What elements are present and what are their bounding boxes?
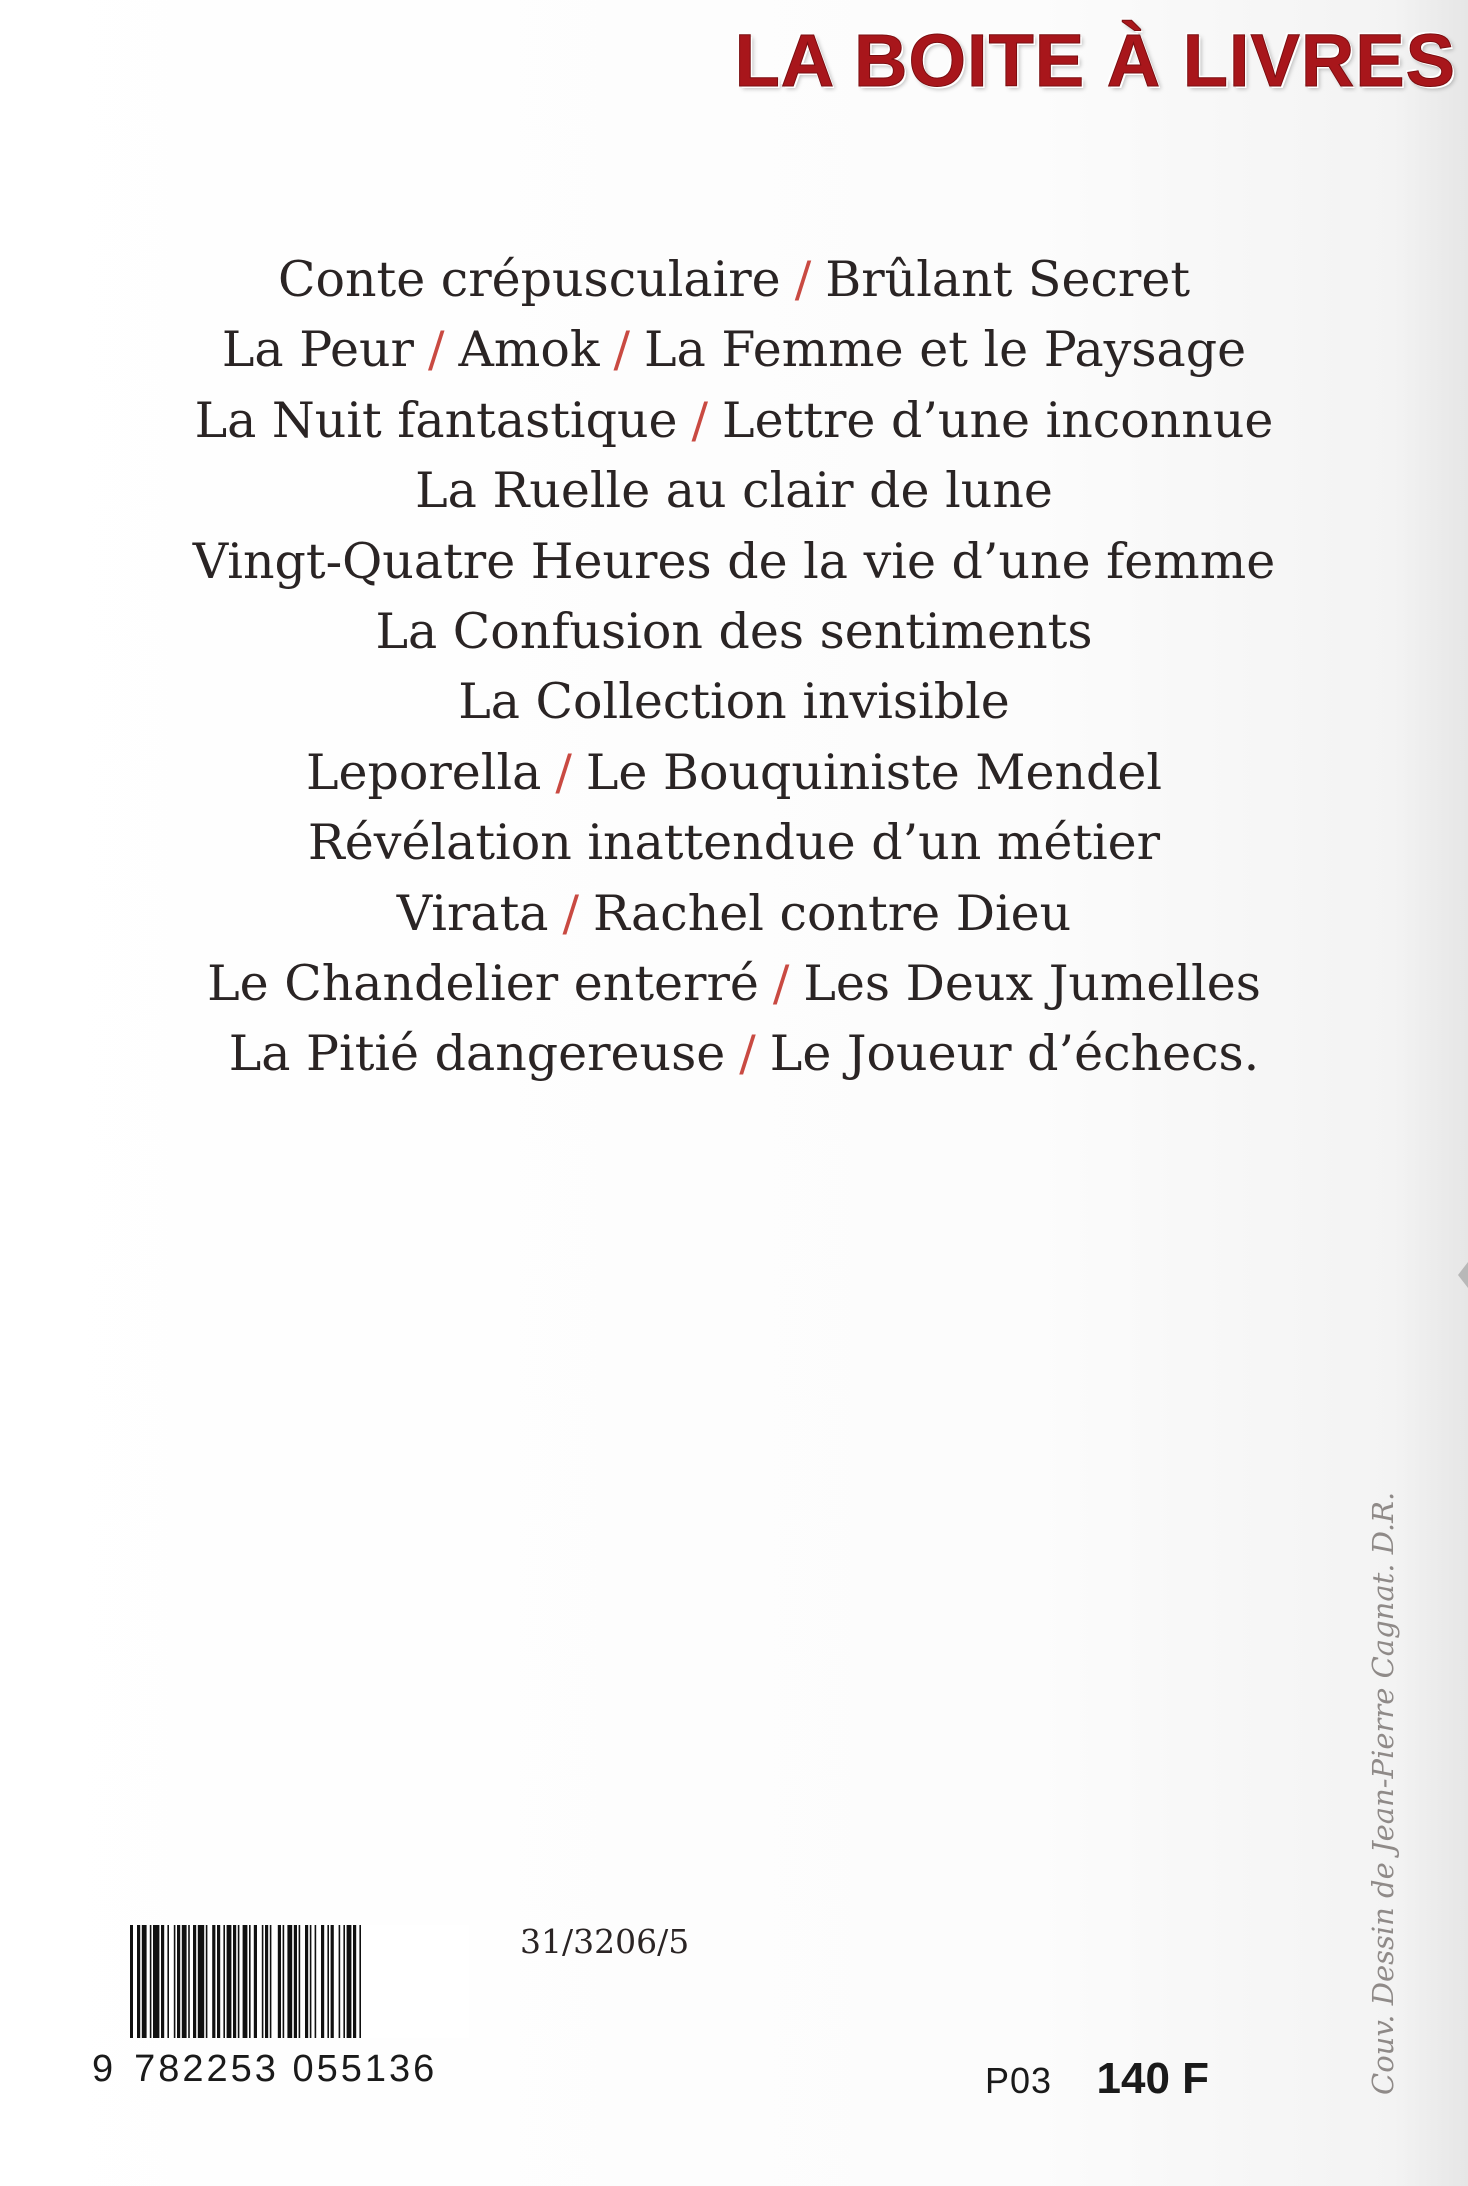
cover-credit: Couv. Dessin de Jean-Pierre Cagnat. D.R.: [1366, 1491, 1400, 2095]
barcode-bar: [223, 1925, 225, 2038]
barcode-bar: [142, 1925, 147, 2038]
title-text: Vingt-Quatre Heures de la vie d’une femme: [192, 532, 1276, 590]
barcode-bar: [305, 1925, 308, 2038]
title-text: Les Deux Jumelles: [803, 954, 1261, 1012]
title-text: Amok: [458, 321, 600, 379]
title-text: La Collection invisible: [458, 673, 1010, 731]
title-text: La Ruelle au clair de lune: [415, 462, 1053, 520]
title-text: La Confusion des sentiments: [375, 602, 1093, 660]
title-line: [0, 456, 1468, 526]
title-text: Le Bouquiniste Mendel: [585, 743, 1163, 801]
barcode-bar: [343, 1925, 345, 2038]
title-separator: /: [562, 884, 580, 942]
title-line: [0, 315, 1468, 385]
barcode-number: [92, 2048, 437, 2091]
barcode-bar: [150, 1925, 152, 2038]
barcode-bar: [198, 1925, 204, 2038]
title-text: Le Joueur d’échecs.: [769, 1025, 1260, 1083]
barcode-first-digit: 9: [92, 2048, 117, 2090]
barcode-bar: [174, 1925, 176, 2038]
title-line: [0, 879, 1468, 949]
title-line: [0, 386, 1468, 456]
title-separator: /: [555, 743, 572, 801]
title-text: Révélation inattendue d’un métier: [307, 814, 1161, 872]
title-text: Rachel contre Dieu: [593, 884, 1072, 942]
price-code: P03: [985, 2060, 1053, 2101]
barcode-bar: [233, 1925, 236, 2038]
barcode-bar: [193, 1925, 196, 2038]
barcode-bar: [182, 1925, 187, 2038]
title-text: Le Chandelier enterré: [207, 954, 759, 1012]
barcode-bar: [339, 1925, 341, 2038]
title-text: Leporella: [305, 743, 542, 801]
barcode-bar: [188, 1925, 190, 2038]
title-text: Virata: [396, 884, 549, 942]
barcode-bar: [359, 1925, 361, 2038]
barcode-bar: [327, 1925, 329, 2038]
barcode-bar: [321, 1925, 324, 2038]
title-line: [0, 245, 1468, 315]
title-text: La Nuit fantastique: [194, 391, 678, 449]
barcode-bar: [315, 1925, 317, 2038]
barcode-bar: [137, 1925, 140, 2038]
barcode-bar: [278, 1925, 281, 2038]
barcode-bar: [294, 1925, 297, 2038]
title-text: Conte crépusculaire: [277, 251, 781, 308]
barcode-bar: [161, 1925, 164, 2038]
title-line: [0, 738, 1468, 808]
barcode-bar: [310, 1925, 312, 2038]
title-line: [0, 949, 1468, 1019]
barcode-bar: [153, 1925, 159, 2038]
price: 140 F: [1096, 2054, 1210, 2103]
title-separator: /: [613, 321, 631, 379]
barcode-bar: [299, 1925, 301, 2038]
title-line: [0, 1019, 1468, 1089]
title-separator: /: [739, 1025, 756, 1083]
title-separator: /: [427, 321, 445, 379]
barcode-bar: [262, 1925, 264, 2038]
title-text: La Femme et le Paysage: [644, 321, 1247, 379]
price-block: [985, 2054, 1209, 2104]
title-text: La Peur: [221, 321, 414, 379]
page-edge-nick: [1458, 1262, 1468, 1288]
title-line: [0, 808, 1468, 878]
title-text: Brûlant Secret: [825, 251, 1191, 308]
barcode-bar: [238, 1925, 240, 2038]
barcode-bar: [353, 1925, 356, 2038]
barcode-bar: [287, 1925, 292, 2038]
watermark-logo: LA BOITE À LIVRES: [734, 19, 1456, 102]
title-line: [0, 597, 1468, 667]
barcode-bar: [212, 1925, 215, 2038]
title-separator: /: [691, 391, 709, 449]
barcode-bar: [243, 1925, 248, 2038]
title-separator: /: [794, 251, 812, 308]
barcode-bar: [254, 1925, 257, 2038]
title-text: Lettre d’une inconnue: [722, 391, 1274, 449]
title-line: [0, 667, 1468, 737]
barcode-bar: [206, 1925, 208, 2038]
barcode-bar: [347, 1925, 352, 2038]
catalog-code: 31/3206/5: [520, 1922, 690, 1961]
title-text: La Pitié dangereuse: [228, 1025, 726, 1083]
title-line: [0, 527, 1468, 597]
barcode-bar: [265, 1925, 268, 2038]
barcode-bar: [331, 1925, 334, 2038]
titles-list: [0, 245, 1468, 1090]
barcode-bar: [283, 1925, 285, 2038]
barcode-bar: [167, 1925, 169, 2038]
barcode-digits: 782253 055136: [134, 2048, 438, 2090]
barcode: [130, 1925, 469, 2038]
barcode-bar: [217, 1925, 220, 2038]
barcode-bars: [133, 1925, 469, 2038]
barcode-bar: [177, 1925, 180, 2038]
barcode-bar: [249, 1925, 251, 2038]
title-separator: /: [772, 954, 790, 1012]
barcode-bar: [227, 1925, 232, 2038]
barcode-bar: [270, 1925, 272, 2038]
